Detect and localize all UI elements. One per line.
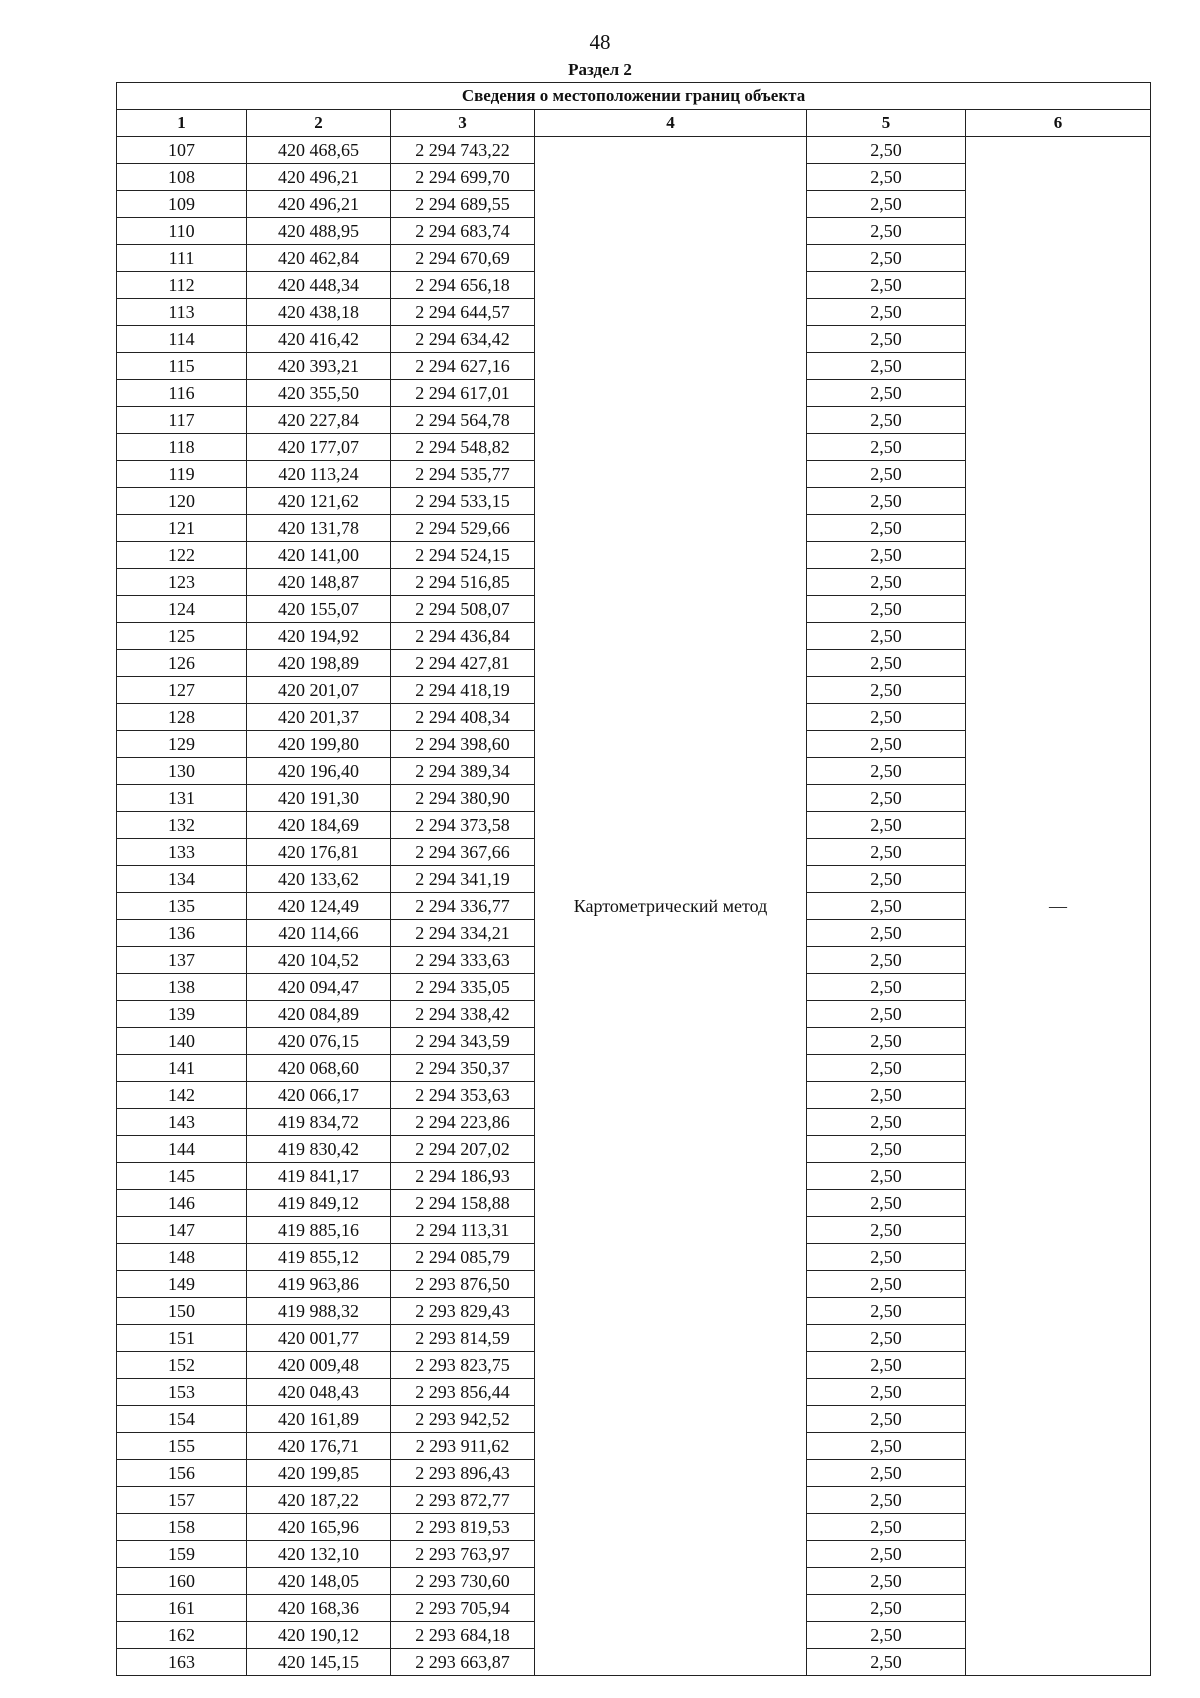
y-coordinate-cell: 2 294 334,21 [391,920,535,947]
y-coordinate-cell: 2 293 763,97 [391,1541,535,1568]
y-coordinate-cell: 2 293 896,43 [391,1460,535,1487]
point-number-cell: 118 [117,434,247,461]
point-number-cell: 147 [117,1217,247,1244]
accuracy-cell: 2,50 [807,1109,966,1136]
point-number-cell: 126 [117,650,247,677]
y-coordinate-cell: 2 293 684,18 [391,1622,535,1649]
point-number-cell: 124 [117,596,247,623]
section-title: Раздел 2 [568,60,632,79]
accuracy-cell: 2,50 [807,1487,966,1514]
point-number-cell: 132 [117,812,247,839]
accuracy-cell: 2,50 [807,1460,966,1487]
x-coordinate-cell: 419 849,12 [247,1190,391,1217]
y-coordinate-cell: 2 294 683,74 [391,218,535,245]
accuracy-cell: 2,50 [807,137,966,164]
y-coordinate-cell: 2 294 085,79 [391,1244,535,1271]
y-coordinate-cell: 2 294 564,78 [391,407,535,434]
y-coordinate-cell: 2 294 508,07 [391,596,535,623]
x-coordinate-cell: 420 194,92 [247,623,391,650]
x-coordinate-cell: 420 048,43 [247,1379,391,1406]
y-coordinate-cell: 2 294 389,34 [391,758,535,785]
x-coordinate-cell: 420 187,22 [247,1487,391,1514]
y-coordinate-cell: 2 294 743,22 [391,137,535,164]
y-coordinate-cell: 2 294 350,37 [391,1055,535,1082]
accuracy-cell: 2,50 [807,650,966,677]
point-number-cell: 140 [117,1028,247,1055]
accuracy-cell: 2,50 [807,380,966,407]
column-number-4: 4 [535,110,807,137]
accuracy-cell: 2,50 [807,596,966,623]
column-6-cell: — [966,137,1151,1676]
x-coordinate-cell: 420 393,21 [247,353,391,380]
accuracy-cell: 2,50 [807,515,966,542]
table-row [117,137,1151,164]
point-number-cell: 149 [117,1271,247,1298]
y-coordinate-cell: 2 294 223,86 [391,1109,535,1136]
accuracy-cell: 2,50 [807,299,966,326]
column-number-2: 2 [247,110,391,137]
point-number-cell: 151 [117,1325,247,1352]
y-coordinate-cell: 2 294 533,15 [391,488,535,515]
accuracy-cell: 2,50 [807,1163,966,1190]
x-coordinate-cell: 420 196,40 [247,758,391,785]
accuracy-cell: 2,50 [807,1406,966,1433]
y-coordinate-cell: 2 293 814,59 [391,1325,535,1352]
point-number-cell: 152 [117,1352,247,1379]
accuracy-cell: 2,50 [807,407,966,434]
x-coordinate-cell: 420 161,89 [247,1406,391,1433]
point-number-cell: 148 [117,1244,247,1271]
point-number-cell: 116 [117,380,247,407]
x-coordinate-cell: 420 201,07 [247,677,391,704]
y-coordinate-cell: 2 294 408,34 [391,704,535,731]
y-coordinate-cell: 2 294 656,18 [391,272,535,299]
accuracy-cell: 2,50 [807,1001,966,1028]
y-coordinate-cell: 2 294 335,05 [391,974,535,1001]
accuracy-cell: 2,50 [807,839,966,866]
accuracy-cell: 2,50 [807,1298,966,1325]
point-number-cell: 121 [117,515,247,542]
point-number-cell: 144 [117,1136,247,1163]
point-number-cell: 114 [117,326,247,353]
x-coordinate-cell: 420 121,62 [247,488,391,515]
y-coordinate-cell: 2 293 872,77 [391,1487,535,1514]
point-number-cell: 163 [117,1649,247,1676]
x-coordinate-cell: 419 988,32 [247,1298,391,1325]
x-coordinate-cell: 420 133,62 [247,866,391,893]
x-coordinate-cell: 419 830,42 [247,1136,391,1163]
accuracy-cell: 2,50 [807,785,966,812]
accuracy-cell: 2,50 [807,272,966,299]
y-coordinate-cell: 2 294 353,63 [391,1082,535,1109]
page-number: 48 [589,30,611,54]
y-coordinate-cell: 2 294 634,42 [391,326,535,353]
y-coordinate-cell: 2 294 380,90 [391,785,535,812]
y-coordinate-cell: 2 294 548,82 [391,434,535,461]
x-coordinate-cell: 420 114,66 [247,920,391,947]
point-number-cell: 107 [117,137,247,164]
point-number-cell: 125 [117,623,247,650]
x-coordinate-cell: 420 462,84 [247,245,391,272]
y-coordinate-cell: 2 293 876,50 [391,1271,535,1298]
point-number-cell: 143 [117,1109,247,1136]
x-coordinate-cell: 419 885,16 [247,1217,391,1244]
accuracy-cell: 2,50 [807,1217,966,1244]
point-number-cell: 133 [117,839,247,866]
y-coordinate-cell: 2 294 524,15 [391,542,535,569]
accuracy-cell: 2,50 [807,542,966,569]
accuracy-cell: 2,50 [807,920,966,947]
point-number-cell: 138 [117,974,247,1001]
x-coordinate-cell: 420 184,69 [247,812,391,839]
point-number-cell: 112 [117,272,247,299]
accuracy-cell: 2,50 [807,1028,966,1055]
y-coordinate-cell: 2 294 436,84 [391,623,535,650]
y-coordinate-cell: 2 294 617,01 [391,380,535,407]
point-number-cell: 128 [117,704,247,731]
point-number-cell: 111 [117,245,247,272]
x-coordinate-cell: 420 488,95 [247,218,391,245]
y-coordinate-cell: 2 294 373,58 [391,812,535,839]
x-coordinate-cell: 419 855,12 [247,1244,391,1271]
point-number-cell: 159 [117,1541,247,1568]
x-coordinate-cell: 420 201,37 [247,704,391,731]
x-coordinate-cell: 420 416,42 [247,326,391,353]
accuracy-cell: 2,50 [807,731,966,758]
point-number-cell: 136 [117,920,247,947]
accuracy-cell: 2,50 [807,1433,966,1460]
y-coordinate-cell: 2 294 689,55 [391,191,535,218]
point-number-cell: 150 [117,1298,247,1325]
point-number-cell: 127 [117,677,247,704]
x-coordinate-cell: 420 076,15 [247,1028,391,1055]
x-coordinate-cell: 420 191,30 [247,785,391,812]
y-coordinate-cell: 2 293 911,62 [391,1433,535,1460]
point-number-cell: 130 [117,758,247,785]
y-coordinate-cell: 2 294 516,85 [391,569,535,596]
x-coordinate-cell: 420 177,07 [247,434,391,461]
point-number-cell: 139 [117,1001,247,1028]
accuracy-cell: 2,50 [807,569,966,596]
accuracy-cell: 2,50 [807,1055,966,1082]
accuracy-cell: 2,50 [807,1595,966,1622]
x-coordinate-cell: 420 148,05 [247,1568,391,1595]
x-coordinate-cell: 420 131,78 [247,515,391,542]
point-number-cell: 135 [117,893,247,920]
point-number-cell: 137 [117,947,247,974]
accuracy-cell: 2,50 [807,758,966,785]
x-coordinate-cell: 420 141,00 [247,542,391,569]
column-number-row [117,110,1151,137]
accuracy-cell: 2,50 [807,1271,966,1298]
x-coordinate-cell: 420 066,17 [247,1082,391,1109]
point-number-cell: 156 [117,1460,247,1487]
y-coordinate-cell: 2 294 529,66 [391,515,535,542]
point-number-cell: 119 [117,461,247,488]
accuracy-cell: 2,50 [807,677,966,704]
accuracy-cell: 2,50 [807,947,966,974]
x-coordinate-cell: 420 496,21 [247,164,391,191]
accuracy-cell: 2,50 [807,488,966,515]
y-coordinate-cell: 2 294 338,42 [391,1001,535,1028]
accuracy-cell: 2,50 [807,866,966,893]
y-coordinate-cell: 2 294 398,60 [391,731,535,758]
x-coordinate-cell: 420 145,15 [247,1649,391,1676]
x-coordinate-cell: 420 001,77 [247,1325,391,1352]
accuracy-cell: 2,50 [807,974,966,1001]
x-coordinate-cell: 420 168,36 [247,1595,391,1622]
y-coordinate-cell: 2 293 730,60 [391,1568,535,1595]
method-cell: Картометрический метод [535,137,807,1676]
x-coordinate-cell: 420 496,21 [247,191,391,218]
accuracy-cell: 2,50 [807,218,966,245]
x-coordinate-cell: 420 176,81 [247,839,391,866]
y-coordinate-cell: 2 293 663,87 [391,1649,535,1676]
point-number-cell: 154 [117,1406,247,1433]
x-coordinate-cell: 420 165,96 [247,1514,391,1541]
y-coordinate-cell: 2 294 333,63 [391,947,535,974]
x-coordinate-cell: 420 448,34 [247,272,391,299]
point-number-cell: 123 [117,569,247,596]
point-number-cell: 117 [117,407,247,434]
x-coordinate-cell: 420 468,65 [247,137,391,164]
x-coordinate-cell: 420 155,07 [247,596,391,623]
x-coordinate-cell: 420 148,87 [247,569,391,596]
point-number-cell: 142 [117,1082,247,1109]
accuracy-cell: 2,50 [807,704,966,731]
point-number-cell: 162 [117,1622,247,1649]
y-coordinate-cell: 2 294 699,70 [391,164,535,191]
accuracy-cell: 2,50 [807,1244,966,1271]
y-coordinate-cell: 2 294 670,69 [391,245,535,272]
y-coordinate-cell: 2 294 367,66 [391,839,535,866]
point-number-cell: 155 [117,1433,247,1460]
accuracy-cell: 2,50 [807,1190,966,1217]
accuracy-cell: 2,50 [807,1379,966,1406]
point-number-cell: 122 [117,542,247,569]
x-coordinate-cell: 420 199,80 [247,731,391,758]
x-coordinate-cell: 420 068,60 [247,1055,391,1082]
y-coordinate-cell: 2 294 535,77 [391,461,535,488]
accuracy-cell: 2,50 [807,1514,966,1541]
point-number-cell: 129 [117,731,247,758]
y-coordinate-cell: 2 293 829,43 [391,1298,535,1325]
accuracy-cell: 2,50 [807,893,966,920]
point-number-cell: 160 [117,1568,247,1595]
x-coordinate-cell: 420 190,12 [247,1622,391,1649]
x-coordinate-cell: 420 084,89 [247,1001,391,1028]
y-coordinate-cell: 2 294 627,16 [391,353,535,380]
y-coordinate-cell: 2 294 186,93 [391,1163,535,1190]
accuracy-cell: 2,50 [807,1541,966,1568]
accuracy-cell: 2,50 [807,245,966,272]
y-coordinate-cell: 2 294 644,57 [391,299,535,326]
accuracy-cell: 2,50 [807,461,966,488]
point-number-cell: 108 [117,164,247,191]
point-number-cell: 141 [117,1055,247,1082]
x-coordinate-cell: 420 199,85 [247,1460,391,1487]
accuracy-cell: 2,50 [807,623,966,650]
x-coordinate-cell: 420 124,49 [247,893,391,920]
y-coordinate-cell: 2 294 343,59 [391,1028,535,1055]
accuracy-cell: 2,50 [807,1622,966,1649]
point-number-cell: 120 [117,488,247,515]
y-coordinate-cell: 2 293 819,53 [391,1514,535,1541]
y-coordinate-cell: 2 294 341,19 [391,866,535,893]
y-coordinate-cell: 2 294 158,88 [391,1190,535,1217]
x-coordinate-cell: 419 834,72 [247,1109,391,1136]
table-caption: Сведения о местоположении границ объекта [117,83,1151,110]
x-coordinate-cell: 420 009,48 [247,1352,391,1379]
accuracy-cell: 2,50 [807,1649,966,1676]
accuracy-cell: 2,50 [807,434,966,461]
y-coordinate-cell: 2 294 418,19 [391,677,535,704]
point-number-cell: 134 [117,866,247,893]
y-coordinate-cell: 2 293 823,75 [391,1352,535,1379]
x-coordinate-cell: 420 176,71 [247,1433,391,1460]
point-number-cell: 113 [117,299,247,326]
column-number-6: 6 [966,110,1151,137]
accuracy-cell: 2,50 [807,191,966,218]
x-coordinate-cell: 420 094,47 [247,974,391,1001]
x-coordinate-cell: 420 198,89 [247,650,391,677]
x-coordinate-cell: 419 963,86 [247,1271,391,1298]
y-coordinate-cell: 2 293 856,44 [391,1379,535,1406]
point-number-cell: 158 [117,1514,247,1541]
column-number-5: 5 [807,110,966,137]
x-coordinate-cell: 420 227,84 [247,407,391,434]
point-number-cell: 115 [117,353,247,380]
point-number-cell: 110 [117,218,247,245]
point-number-cell: 157 [117,1487,247,1514]
y-coordinate-cell: 2 294 427,81 [391,650,535,677]
x-coordinate-cell: 420 104,52 [247,947,391,974]
accuracy-cell: 2,50 [807,1352,966,1379]
y-coordinate-cell: 2 294 113,31 [391,1217,535,1244]
point-number-cell: 131 [117,785,247,812]
accuracy-cell: 2,50 [807,1568,966,1595]
accuracy-cell: 2,50 [807,326,966,353]
accuracy-cell: 2,50 [807,353,966,380]
accuracy-cell: 2,50 [807,1136,966,1163]
x-coordinate-cell: 419 841,17 [247,1163,391,1190]
x-coordinate-cell: 420 438,18 [247,299,391,326]
y-coordinate-cell: 2 293 942,52 [391,1406,535,1433]
accuracy-cell: 2,50 [807,164,966,191]
column-number-1: 1 [117,110,247,137]
boundary-coordinates-table [116,82,1151,1676]
column-number-3: 3 [391,110,535,137]
accuracy-cell: 2,50 [807,812,966,839]
y-coordinate-cell: 2 294 207,02 [391,1136,535,1163]
table-body [117,137,1151,1676]
point-number-cell: 153 [117,1379,247,1406]
x-coordinate-cell: 420 113,24 [247,461,391,488]
point-number-cell: 161 [117,1595,247,1622]
x-coordinate-cell: 420 355,50 [247,380,391,407]
x-coordinate-cell: 420 132,10 [247,1541,391,1568]
point-number-cell: 145 [117,1163,247,1190]
y-coordinate-cell: 2 294 336,77 [391,893,535,920]
accuracy-cell: 2,50 [807,1082,966,1109]
point-number-cell: 146 [117,1190,247,1217]
y-coordinate-cell: 2 293 705,94 [391,1595,535,1622]
accuracy-cell: 2,50 [807,1325,966,1352]
point-number-cell: 109 [117,191,247,218]
